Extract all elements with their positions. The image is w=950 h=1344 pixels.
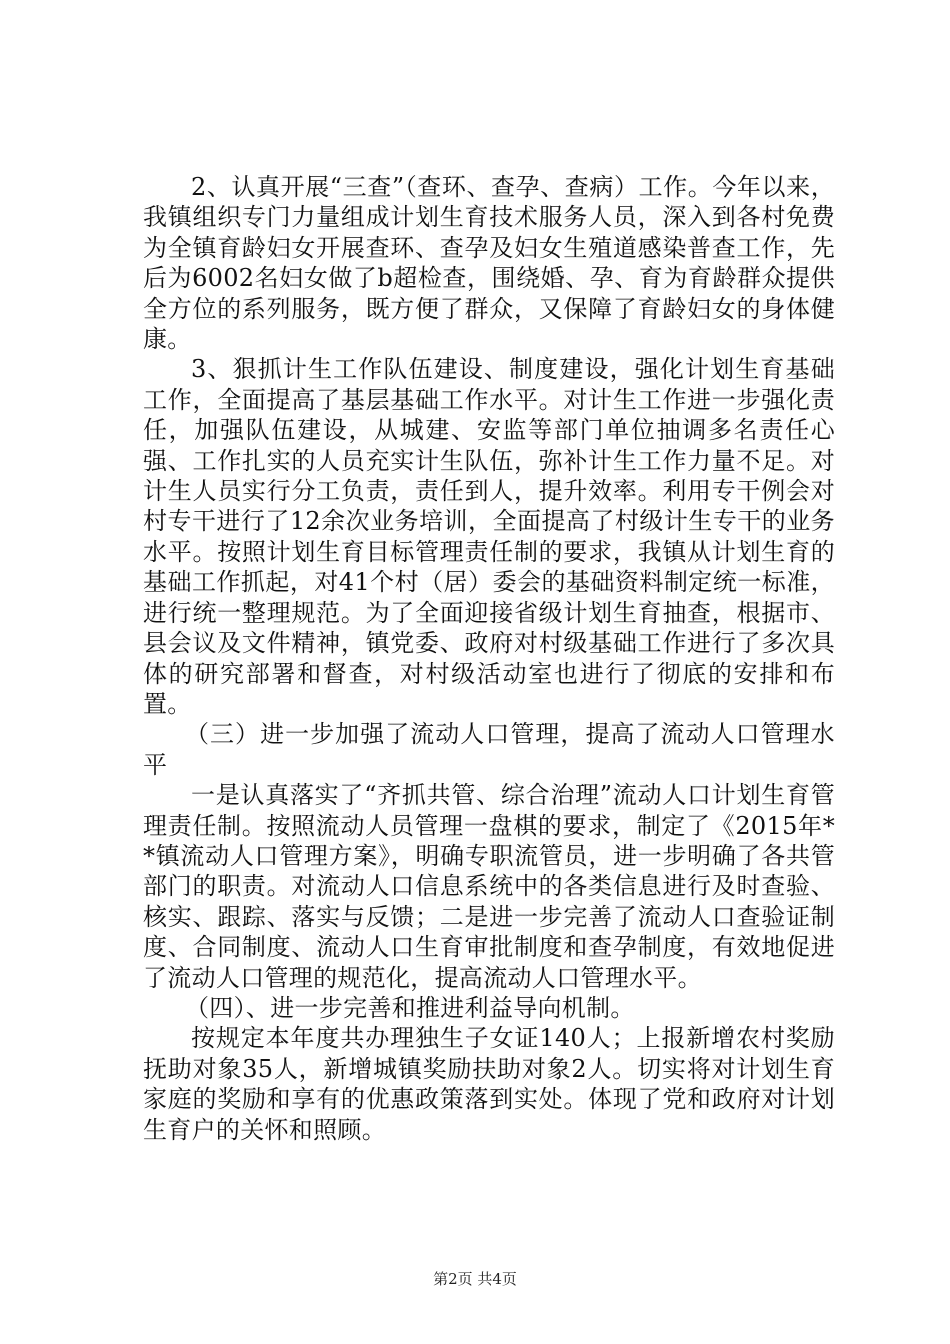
page-number-footer: 第2页 共4页 [433, 1270, 517, 1288]
paragraph-team-building: 3、狠抓计生工作队伍建设、制度建设，强化计划生育基础工作，全面提高了基层基础工作水平。对计生工作进一步强化责任，加强队伍建设，从城建、安监等部门单位抽调多名责任心强、工作扎实的人员充实计生队伍，弥补计生工作力量不足。对计生人员实行分工负责，责任到人，提升效率。利用专干例会对村专干进行了12余次业务培训，全面提高了村级计生专干的业务水平。按照计划生育目标管理责任制的要求，我镇从计划生育的基础工作抓起，对41个村（居）委会的基础资料制定统一标准，进行统一整理规范。为了全面迎接省级计划生育抽查，根据市、县会议及文件精神，镇党委、政府对村级基础工作进行了多次具体的研究部署和督查，对村级活动室也进行了彻底的安排和布置。 [143, 355, 835, 718]
paragraph-floating-population: 一是认真落实了“齐抓共管、综合治理”流动人口计划生育管理责任制。按照流动人员管理一盘棋的要求，制定了《2015年**镇流动人口管理方案》，明确专职流管员，进一步明确了各共管部门的职责。对流动人口信息系统中的各类信息进行及时查验、核实、跟踪、落实与反馈；二是进一步完善了流动人口查验证制度、合同制度、流动人口生育审批制度和查孕制度，有效地促进了流动人口管理的规范化，提高流动人口管理水平。 [143, 781, 835, 992]
paragraph-incentives: 按规定本年度共办理独生子女证140人；上报新增农村奖励抚助对象35人，新增城镇奖励扶助对象2人。切实将对计划生育家庭的奖励和享有的优惠政策落到实处。体现了党和政府对计划生育户的关怀和照顾。 [143, 1024, 835, 1144]
section-heading-floating-population: （三）进一步加强了流动人口管理，提高了流动人口管理水平 [143, 720, 835, 779]
section-heading-incentives: （四）、进一步完善和推进利益导向机制。 [185, 993, 635, 1022]
paragraph-three-checks: 2、认真开展“三查”（查环、查孕、查病）工作。今年以来，我镇组织专门力量组成计划生育技术服务人员，深入到各村免费为全镇育龄妇女开展查环、查孕及妇女生殖道感染普查工作，先后为6002名妇女做了b超检查，围绕婚、孕、育为育龄群众提供全方位的系列服务，既方便了群众，又保障了育龄妇女的身体健康。 [143, 173, 835, 354]
document-body [143, 172, 835, 1145]
